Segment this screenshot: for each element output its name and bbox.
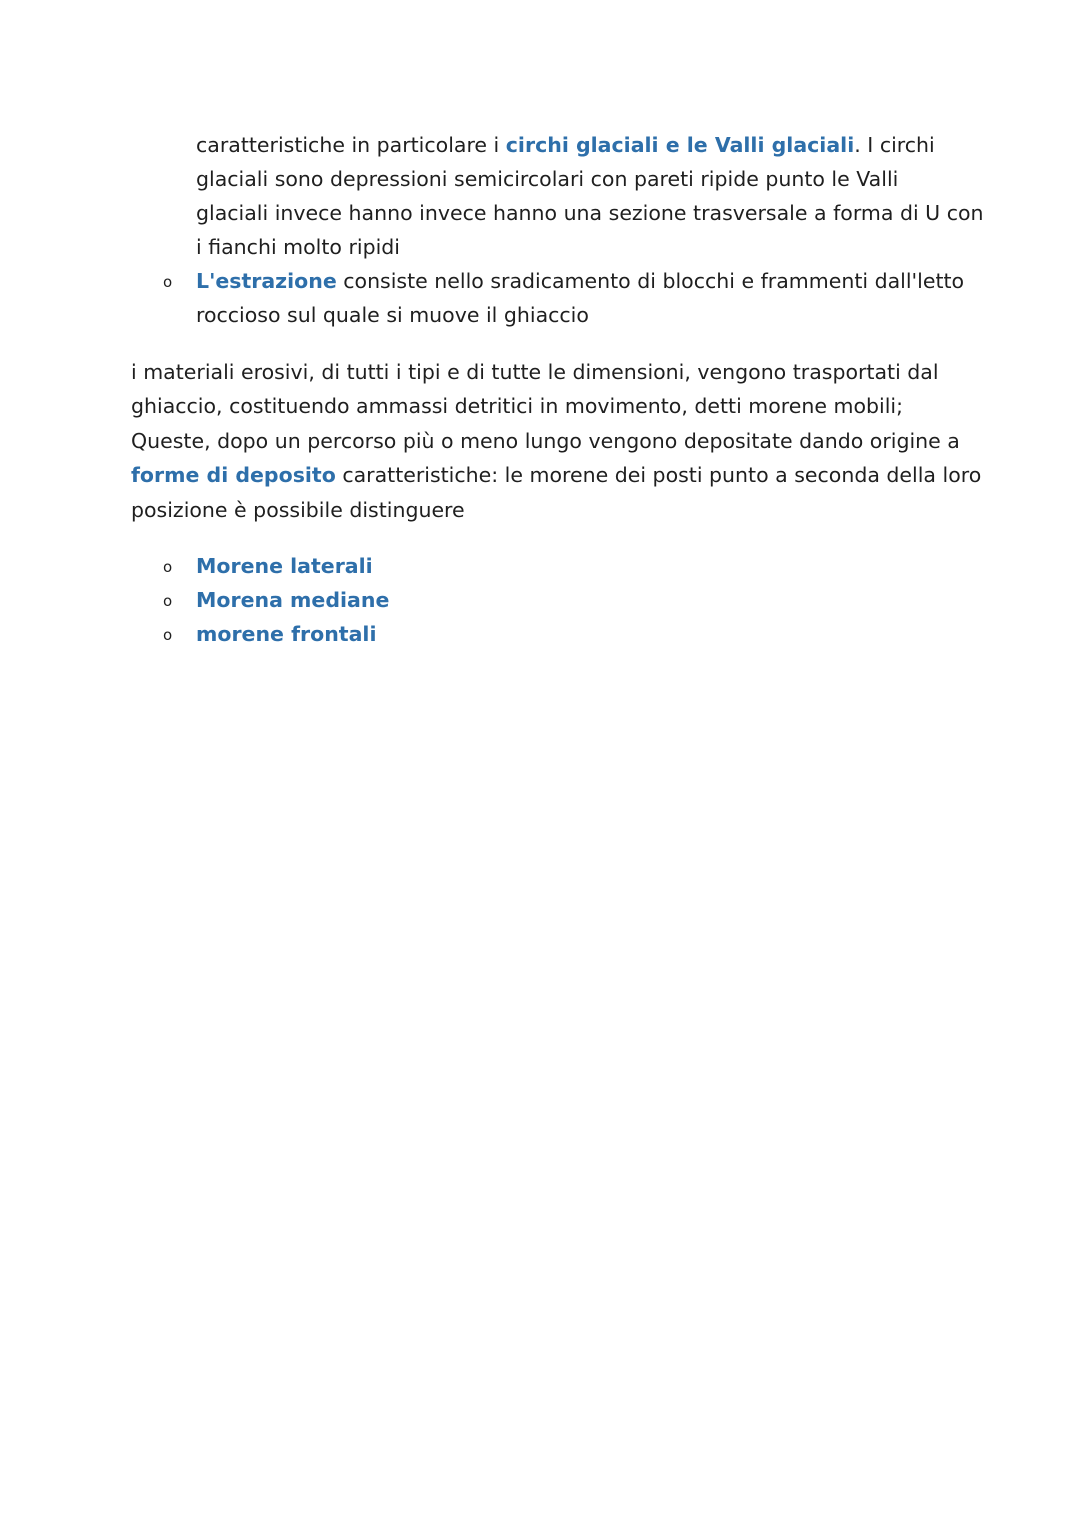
paragraph-line: ghiaccio, costituendo ammassi detritici in movimento, detti morene mobili; (131, 394, 904, 418)
text-line: roccioso sul quale si muove il ghiaccio (196, 303, 589, 327)
bullet-marker: o (163, 592, 173, 610)
text-run: caratteristiche: le morene dei posti punto a seconda della loro (335, 463, 982, 487)
bullet-marker: o (163, 558, 173, 576)
text-run: . I circhi (854, 133, 935, 157)
text-line: i fianchi molto ripidi (196, 235, 400, 259)
text-line (196, 128, 935, 162)
paragraph-line: i materiali erosivi, di tutti i tipi e di tutte le dimensioni, vengono trasportati dal (131, 360, 939, 384)
list-item: Morena mediane (196, 588, 390, 612)
text-run: caratteristiche in particolare i (196, 133, 506, 157)
bullet-marker: o (163, 273, 173, 291)
text-line: glaciali sono depressioni semicircolari con pareti ripide punto le Valli (196, 167, 899, 191)
bullet-marker: o (163, 626, 173, 644)
text-line: glaciali invece hanno invece hanno una sezione trasversale a forma di U con (196, 201, 984, 225)
highlight-term: circhi glaciali e le Valli glaciali (505, 133, 855, 157)
paragraph-line (131, 458, 981, 492)
paragraph-line: posizione è possibile distinguere (131, 498, 465, 522)
list-item: morene frontali (196, 622, 377, 646)
list-item: Morene laterali (196, 554, 373, 578)
highlight-term: L'estrazione (196, 269, 337, 293)
text-line (196, 264, 964, 298)
paragraph-line: Queste, dopo un percorso più o meno lungo vengono depositate dando origine a (131, 429, 960, 453)
highlight-term: forme di deposito (131, 463, 336, 487)
text-run: consiste nello sradicamento di blocchi e frammenti dall'letto (336, 269, 965, 293)
